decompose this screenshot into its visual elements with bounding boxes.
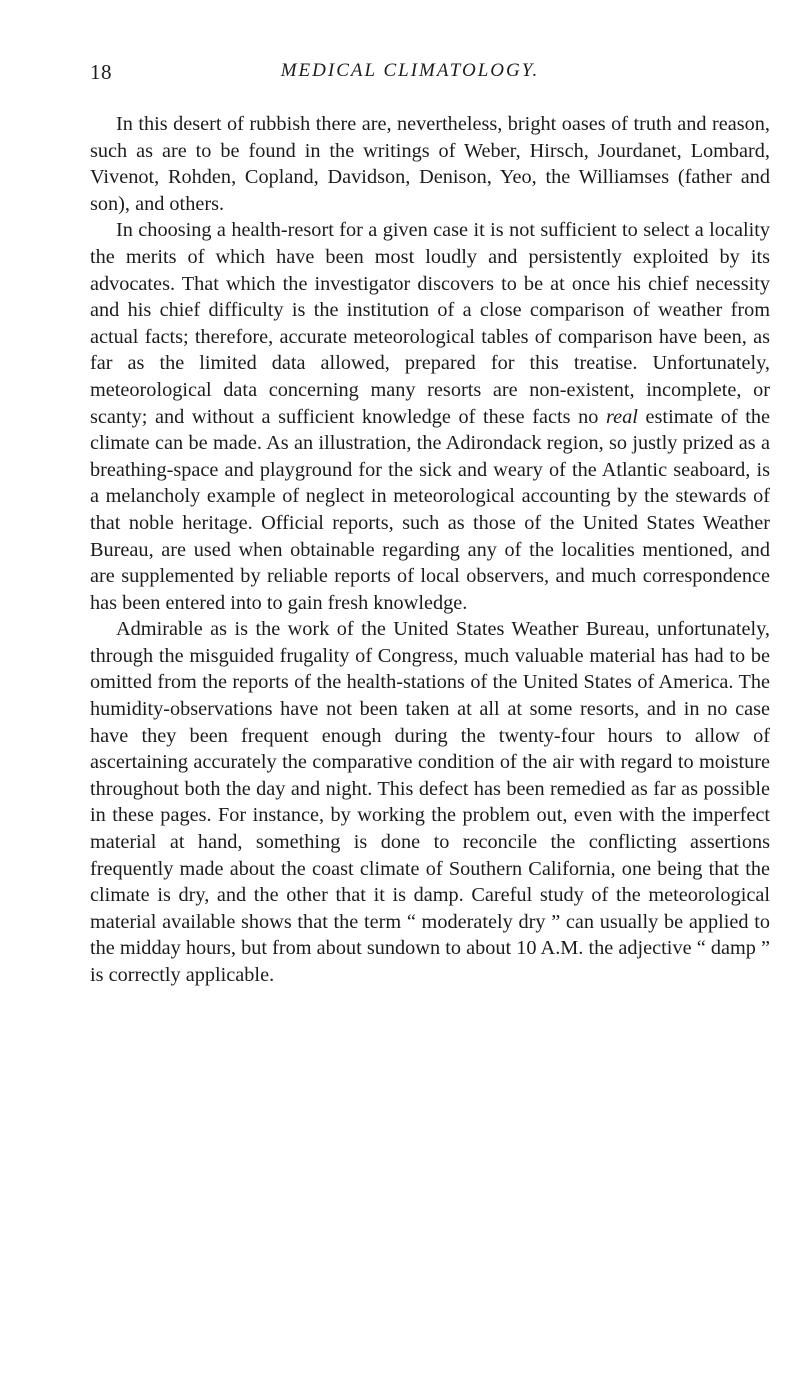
body-text <box>90 111 770 989</box>
paragraph-1 <box>90 111 770 217</box>
paragraph-3-text: Admirable as is the work of the United States Weather Bureau, unfortunately, through the misguided frugality of Congress, much valuable material has had to be omitted from the reports of the health-stations of the United States of America. The humidity-observations have not been taken at all at some resorts, and in no case have they been frequent enough during the twenty-four hours to allow of ascertaining accurately the comparative condition of the air with regard to moisture throughout both the day and night. This defect has been remedied as far as possible in these pages. For instance, by working the problem out, even with the imperfect material at hand, something is done to reconcile the conflicting assertions frequently made about the coast climate of Southern California, one being that the climate is dry, and the other that it is damp. Careful study of the meteorological material available shows that the term “ moderately dry ” can usually be applied to the midday hours, but from about sundown to about 10 A.M. the adjective “ damp ” is correctly applicable. <box>90 618 770 986</box>
paragraph-2 <box>90 217 770 616</box>
paragraph-1-text: In this desert of rubbish there are, nevertheless, bright oases of truth and reason, such as are to be found in the writings of Weber, Hirsch, Jourdanet, Lombard, Vivenot, Rohden, Copland, Davidson, Denison, Yeo, the Williamses (father and son), and others. <box>90 113 770 215</box>
paragraph-3 <box>90 616 770 988</box>
page-number: 18 <box>90 60 112 84</box>
running-head: MEDICAL CLIMATOLOGY. <box>280 60 540 81</box>
emphasis-real: real <box>606 405 638 428</box>
paragraph-2-text-b: estimate of the climate can be made. As an illustration, the Adirondack region, so justly prized as a breathing-space and playground for the sick and weary of the Atlantic seaboard, is a melancholy example of neglect in meteorological accounting by the stewards of that noble heritage. Official reports, such as those of the United States Weather Bureau, are used when obtainable regarding any of the localities mentioned, and are supplemented by reliable reports of local observers, and much correspondence has been entered into to gain fresh knowledge. <box>90 405 770 614</box>
paragraph-2-text-a: In choosing a health-resort for a given case it is not sufficient to select a locality the merits of which have been most loudly and persistently exploited by its advocates. That which the investigator discovers to be at once his chief necessity and his chief difficulty is the institution of a close comparison of weather from actual facts; therefore, accurate meteorological tables of comparison have been, as far as the limited data allowed, prepared for this treatise. Unfortunately, meteorological data concerning many resorts are non-existent, incomplete, or scanty; and without a sufficient knowledge of these facts no <box>90 219 770 428</box>
page-header <box>90 60 770 90</box>
